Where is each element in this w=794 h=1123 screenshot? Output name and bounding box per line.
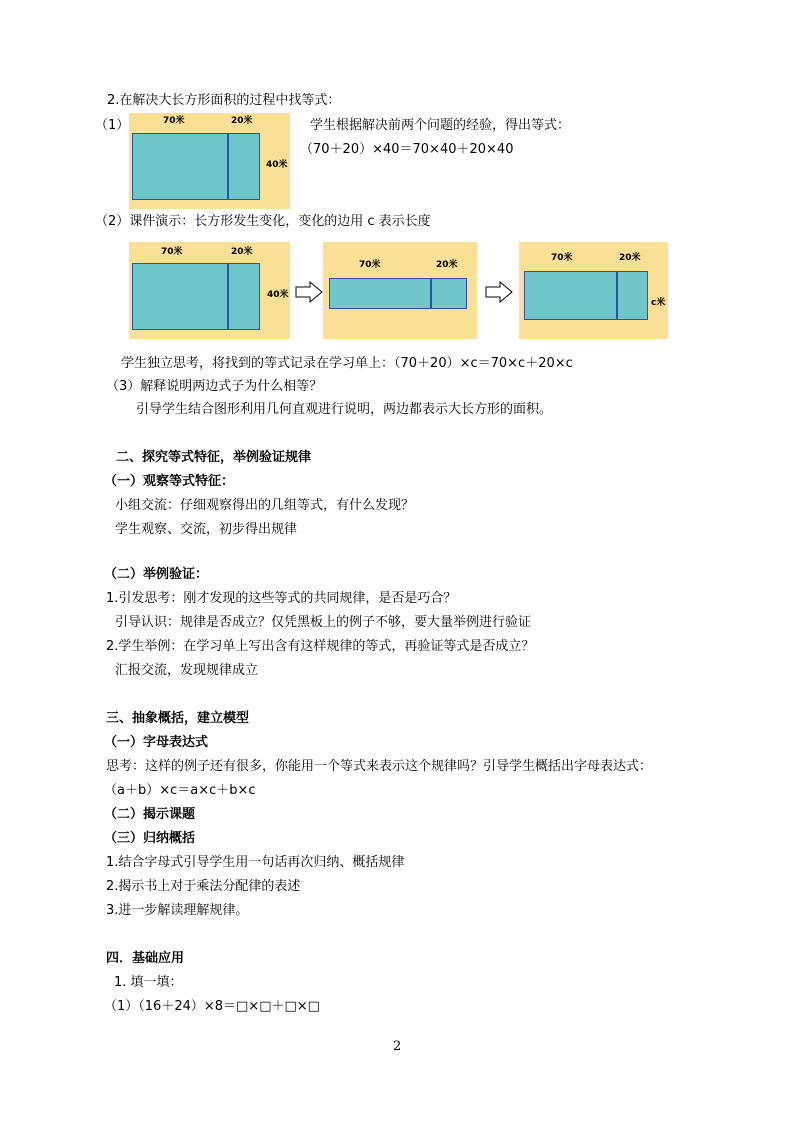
section-3-sub-1: （一）字母表达式: [104, 735, 209, 750]
label-70m: 70米: [551, 253, 573, 263]
section-3-p1: 思考：这样的例子还有很多，你能用一个等式来表示这个规律吗？引导学生概括出字母表达式：: [106, 759, 653, 774]
section-3-sub-3: （三）归纳概括: [104, 831, 196, 846]
big-rectangle: [132, 133, 260, 200]
item-3-text: （3）解释说明两边式子为什么相等？: [106, 379, 323, 394]
section-2-p6: 汇报交流，发现规律成立: [115, 663, 259, 678]
section-3-p4: 2.揭示书上对于乘法分配律的表述: [106, 879, 301, 894]
figure-stage-3: [519, 242, 668, 339]
exercise-1: （1）（16＋24）×8＝□×□＋□×□: [104, 999, 320, 1014]
figure-rectangle-40: [129, 113, 290, 209]
guide-text: 引导学生结合图形利用几何直观进行说明，两边都表示大长方形的面积。: [136, 402, 553, 417]
right-arrow-icon: [485, 281, 513, 303]
label-70m: 70米: [161, 247, 183, 257]
label-20m: 20米: [436, 260, 458, 270]
section-2-p4: 引导认识：规律是否成立？仅凭黑板上的例子不够，要大量举例进行验证: [115, 615, 532, 630]
label-70m: 70米: [359, 260, 381, 270]
section-2-title: 二、探究等式特征，举例验证规律: [116, 450, 312, 465]
section-4-p1: 1. 填一填：: [114, 975, 183, 990]
section-2-p1: 小组交流：仔细观察得出的几组等式，有什么发现？: [115, 498, 415, 513]
figure-stage-2: [323, 242, 477, 339]
section-2-p5: 2.学生举例：在学习单上写出含有这样规律的等式，再验证等式是否成立？: [106, 639, 535, 654]
right-arrow-icon: [295, 281, 323, 303]
section-2-p2: 学生观察、交流，初步得出规律: [115, 522, 298, 537]
section-2-sub-1: （一）观察等式特征：: [104, 474, 235, 489]
label-70m: 70米: [163, 116, 185, 126]
section-3-title: 三、抽象概括，建立模型: [106, 711, 250, 726]
rectangle-stage-1: [132, 263, 260, 330]
rectangle-divider: [227, 134, 229, 199]
label-20m: 20米: [231, 247, 253, 257]
section-2-p3: 1.引发思考：刚才发现的这些等式的共同规律，是否是巧合？: [106, 591, 457, 606]
page-number: 2: [393, 1039, 402, 1054]
label-20m: 20米: [619, 253, 641, 263]
section-4-title: 四．基础应用: [106, 951, 185, 966]
label-40m: 40米: [266, 160, 288, 170]
section-3-sub-2: （二）揭示课题: [104, 807, 196, 822]
section-3-p5: 3.进一步解读理解规律。: [106, 903, 249, 918]
item-2-text: （2）课件演示：长方形发生变化，变化的边用 c 表示长度: [95, 214, 431, 229]
rectangle-divider: [430, 279, 432, 308]
item-1-marker: （1）: [95, 118, 130, 133]
label-40m: 40米: [267, 290, 289, 300]
item-1-equation: （70＋20）×40＝70×40＋20×40: [300, 142, 514, 157]
section-2-sub-2: （二）举例验证：: [104, 567, 209, 582]
section-3-p3: 1.结合字母式引导学生用一句话再次归纳、概括规律: [106, 855, 405, 870]
step-2-heading: 2.在解决大长方形面积的过程中找等式：: [107, 93, 341, 108]
label-20m: 20米: [231, 116, 253, 126]
letter-formula: （a＋b）×c＝a×c＋b×c: [104, 783, 256, 798]
rectangle-stage-2: [329, 278, 467, 309]
rectangle-stage-3: [524, 271, 648, 320]
figure-stage-1: [129, 242, 290, 339]
label-cm: c米: [651, 298, 666, 308]
item-1-text: 学生根据解决前两个问题的经验，得出等式：: [310, 118, 571, 133]
rectangle-divider: [616, 272, 618, 319]
independent-thinking-text: 学生独立思考，将找到的等式记录在学习单上：（70＋20）×c＝70×c＋20×c: [121, 356, 573, 371]
rectangle-divider: [227, 264, 229, 329]
